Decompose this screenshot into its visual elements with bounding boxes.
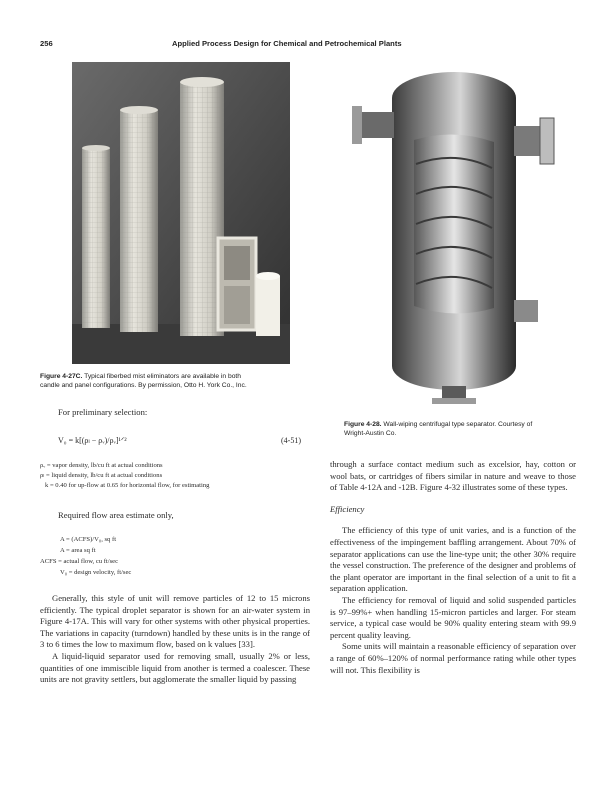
figure-4-28-caption (344, 420, 576, 438)
paragraph-efficiency-2: The efficiency for removal of liquid and solid suspended particles is 97–99%+ when handling 15-micron particles and larger. For steam service, a typical case would be 90% quality entering steam with 99.9 percent quality leaving. (330, 594, 576, 640)
figure-4-27c-caption-line1: Typical fiberbed mist eliminators are available in both (84, 373, 241, 380)
paragraph-efficiency-1: The efficiency of this type of unit varies, and is a function of the effectiveness of the impingement baffling arrangement. About 70% of separator applications can use the line-type unit; the other 30% require the vessel construction. The preference of the designer and problems of the plant operator are important in the final selection of a unit to fit a separation application. (330, 525, 576, 594)
figure-4-28-caption-line1: Wall-wiping centrifugal type separator. Courtesy of (383, 421, 533, 428)
figure-4-27c-caption (40, 372, 310, 390)
flow-def-velocity: V₀ = design velocity, ft/sec (60, 569, 132, 576)
fiberbed-mist-eliminators-photo (72, 62, 290, 364)
intro-text: For preliminary selection: (58, 407, 148, 417)
paragraph-coalescer: A liquid-liquid separator used for removing small, usually 2% or less, quantities of one immiscible liquid from another is termed a coalescer. These units are not gravity settlers, but agglomerate the smaller liquid by passing (40, 650, 310, 685)
definition-liquid-density: ρₗ = liquid density, lb/cu ft at actual conditions (40, 472, 163, 479)
paragraph-contact-medium: through a surface contact medium such as excelsior, hay, cotton or wool bats, or cartridges of fibers similar in nature and weave to those of Table 4-12A and -12B. Figure 4-32 illustrates some of these types. (330, 459, 576, 493)
figure-4-27c-caption-line2: candle and panel configurations. By permission, Otto H. York Co., Inc. (40, 382, 247, 389)
section-heading-efficiency: Efficiency (330, 503, 365, 514)
equation-4-51: V₀ = k[(ρₗ − ρᵥ)/ρᵥ]¹ᐟ² (58, 436, 127, 445)
figure-4-28-label: Figure 4-28. (344, 421, 382, 428)
flow-area-intro: Required flow area estimate only, (58, 510, 174, 520)
definition-k: k = 0.40 for up-flow at 0.65 for horizontal flow, for estimating (45, 482, 210, 489)
flow-def-area: A = area sq ft (60, 547, 96, 554)
running-title: Applied Process Design for Chemical and Petrochemical Plants (172, 39, 402, 48)
right-body (330, 459, 576, 676)
paragraph-turndown: Generally, this style of unit will remove particles of 12 to 15 microns efficiently. The typical droplet separator is shown for an air-water system in Figure 4-17A. This will vary for other systems with other physical properties. The variations in capacity (turndown) handled by these units is in the range of 3 to 6 times the low to maximum flow, based on k values [33]. (40, 593, 310, 650)
paragraph-efficiency-3: Some units will maintain a reasonable efficiency of separation over a range of 60%–120% of normal performance rating while other types will not. This flexibility is (330, 641, 576, 675)
page-number: 256 (40, 39, 53, 48)
figure-4-27c-label: Figure 4-27C. (40, 373, 83, 380)
definition-vapor-density: ρᵥ = vapor density, lb/cu ft at actual conditions (40, 462, 163, 469)
flow-def-area-eq: A = (ACFS)/V₀, sq ft (60, 536, 117, 543)
figure-4-28-caption-line2: Wright-Austin Co. (344, 430, 397, 437)
centrifugal-separator-photo (344, 68, 564, 406)
flow-def-acfs: ACFS = actual flow, cu ft/sec (40, 558, 119, 565)
left-body (40, 593, 310, 686)
equation-number: (4-51) (281, 436, 301, 445)
